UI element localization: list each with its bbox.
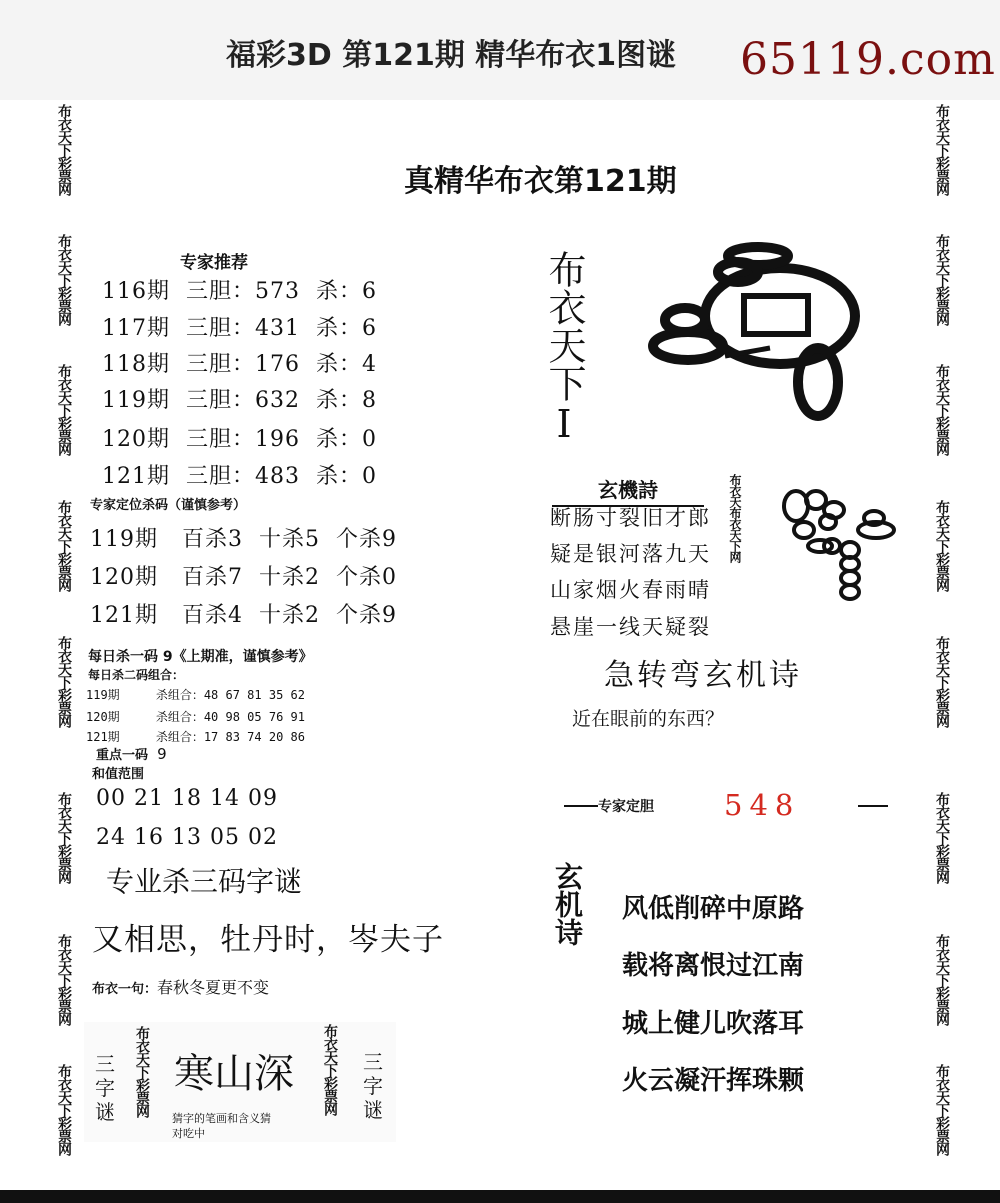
main-title: 真精华布衣第121期 [404,164,677,199]
riddle-note-2: 对吃中 [172,1127,205,1140]
side-watermark: 布衣天下彩票网 [56,934,72,1025]
sha-label: 杀： [316,427,363,452]
position-kill-row [90,598,397,629]
quick-turn-heading: 急转弯玄机诗 [604,658,802,693]
bold-poem-line: 载将离恨过江南 [622,951,805,981]
side-watermark: 布衣天下彩票网 [56,1064,72,1155]
expert-row [102,459,377,490]
sum-range-row: 00 21 18 14 09 [96,786,278,811]
side-watermark: 布衣天下彩票网 [934,636,950,727]
expert-recommend-heading: 专家推荐 [180,253,248,273]
sha-label: 杀： [316,388,363,413]
riddle-drawing-1 [640,238,860,424]
bai-kill: 百杀3 [181,527,243,552]
sha-value: 0 [362,464,378,489]
combo-label: 杀组合： [155,710,204,724]
side-watermark: 布衣天下彩票网 [934,792,950,883]
small-vertical-brand: 布衣天布衣天下网 [728,474,742,562]
sha-value: 0 [362,427,378,452]
dan-value: 483 [255,464,301,489]
expert-dan-label: 专家定胆 [598,799,654,815]
period: 120期 [86,710,120,724]
period: 117期 [102,316,170,341]
side-watermark: 布衣天下彩票网 [934,234,950,325]
dan-value: 573 [255,279,301,304]
combo-values: 40 98 05 76 91 [203,710,305,724]
side-watermark: 布衣天下彩票网 [56,500,72,591]
combo-values: 17 83 74 20 86 [203,730,305,744]
mystic-poem-line: 山家烟火春雨晴 [550,578,711,602]
key-label: 重点一码 [96,748,149,763]
dan-label: 三胆： [186,388,256,413]
sha-value: 6 [362,279,378,304]
mystic-poem-heading: 玄機詩 [552,474,704,507]
ge-kill: 个杀0 [335,565,397,590]
period: 121期 [102,464,170,489]
period: 118期 [102,352,170,377]
ge-kill: 个杀9 [335,603,397,628]
expert-row [102,274,377,305]
divider [858,805,888,807]
sha-label: 杀： [316,316,363,341]
sha-label: 杀： [316,279,363,304]
riddle-vertical-brand: 布衣天下彩票网 [134,1026,150,1117]
riddle-type-left: 三字谜 [95,1052,115,1124]
riddle-main: 寒山深 [174,1051,294,1097]
bold-poem-line: 风低削碎中原路 [622,894,805,924]
brand-vertical-big: 布衣天下I [542,250,586,446]
riddle-drawing-2 [776,486,902,606]
side-watermark: 布衣天下彩票网 [56,792,72,883]
period: 120期 [90,565,158,590]
daily-kill-heading: 每日杀一码 9《上期准，谨慎参考》 [88,649,313,665]
pro-riddle-text: 又相思，牡丹时，岑夫子 [92,922,444,958]
bold-poem-line: 火云凝汗挥珠颗 [622,1066,805,1096]
expert-row [102,383,377,414]
site-logo[interactable]: 65119.com [740,34,996,85]
expert-row [102,347,377,378]
quick-turn-question: 近在眼前的东西？ [572,708,725,730]
divider [564,805,598,807]
position-kill-heading: 专家定位杀码（谨慎参考） [90,498,247,513]
side-watermark: 布衣天下彩票网 [934,500,950,591]
dan-value: 176 [255,352,301,377]
ge-kill: 个杀9 [335,527,397,552]
expert-dan-value: 548 [724,788,801,822]
kill-combo-row [86,686,305,703]
combo-label: 杀组合： [155,688,204,702]
side-watermark: 布衣天下彩票网 [934,1064,950,1155]
kill-combo-row [86,728,305,745]
bai-kill: 百杀4 [181,603,243,628]
dan-value: 196 [255,427,301,452]
header-title: 福彩3D 第121期 精华布衣1图谜 [226,38,677,73]
bold-poem-line: 城上健儿吹落耳 [622,1009,805,1039]
daily-kill-subheading: 每日杀二码组合： [88,668,185,682]
period: 119期 [102,388,170,413]
side-watermark: 布衣天下彩票网 [56,104,72,195]
riddle-type-right: 三字谜 [363,1050,383,1122]
combo-values: 48 67 81 35 62 [203,688,305,702]
riddle-note-1: 猜字的笔画和含义猜 [172,1112,271,1125]
pro-riddle-heading: 专业杀三码字谜 [106,865,303,898]
riddle-vertical-brand: 布衣天下彩票网 [322,1024,338,1115]
combo-label: 杀组合： [155,730,204,744]
side-watermark: 布衣天下彩票网 [56,636,72,727]
sha-value: 6 [362,316,378,341]
dan-label: 三胆： [186,427,256,452]
sha-value: 4 [362,352,378,377]
expert-row [102,422,377,453]
sha-value: 8 [362,388,378,413]
shi-kill: 十杀2 [258,603,320,628]
sum-range-label: 和值范围 [92,767,145,782]
side-watermark: 布衣天下彩票网 [934,104,950,195]
sum-range-row: 24 16 13 05 02 [96,825,278,850]
period: 119期 [86,688,120,702]
kill-combo-row [86,708,305,725]
period: 121期 [86,730,120,744]
side-watermark: 布衣天下彩票网 [934,934,950,1025]
one-line-text: 春秋冬夏更不变 [157,978,270,997]
sha-label: 杀： [316,464,363,489]
period: 120期 [102,427,170,452]
dan-label: 三胆： [186,464,256,489]
one-line-label: 布衣一句： [92,982,158,997]
period: 121期 [90,603,158,628]
position-kill-row [90,560,397,591]
mystic-vertical: 玄机诗 [551,862,584,946]
period: 119期 [90,527,158,552]
dan-value: 632 [255,388,301,413]
side-watermark: 布衣天下彩票网 [56,234,72,325]
dan-label: 三胆： [186,352,256,377]
bai-kill: 百杀7 [181,565,243,590]
dan-label: 三胆： [186,316,256,341]
bottom-border [0,1190,1000,1203]
sha-label: 杀： [316,352,363,377]
position-kill-row [90,522,397,553]
side-watermark: 布衣天下彩票网 [934,364,950,455]
mystic-poem-line: 悬崖一线天疑裂 [550,615,711,639]
dan-label: 三胆： [186,279,256,304]
shi-kill: 十杀2 [258,565,320,590]
side-watermark: 布衣天下彩票网 [56,364,72,455]
period: 116期 [102,279,170,304]
mystic-poem-line: 断肠寸裂旧才郎 [550,506,711,530]
mystic-poem-line: 疑是银河落九天 [550,542,711,566]
dan-value: 431 [255,316,301,341]
one-line-riddle [92,975,269,998]
shi-kill: 十杀5 [258,527,320,552]
key-value: 9 [157,745,167,763]
expert-row [102,311,377,342]
key-number [96,744,167,763]
